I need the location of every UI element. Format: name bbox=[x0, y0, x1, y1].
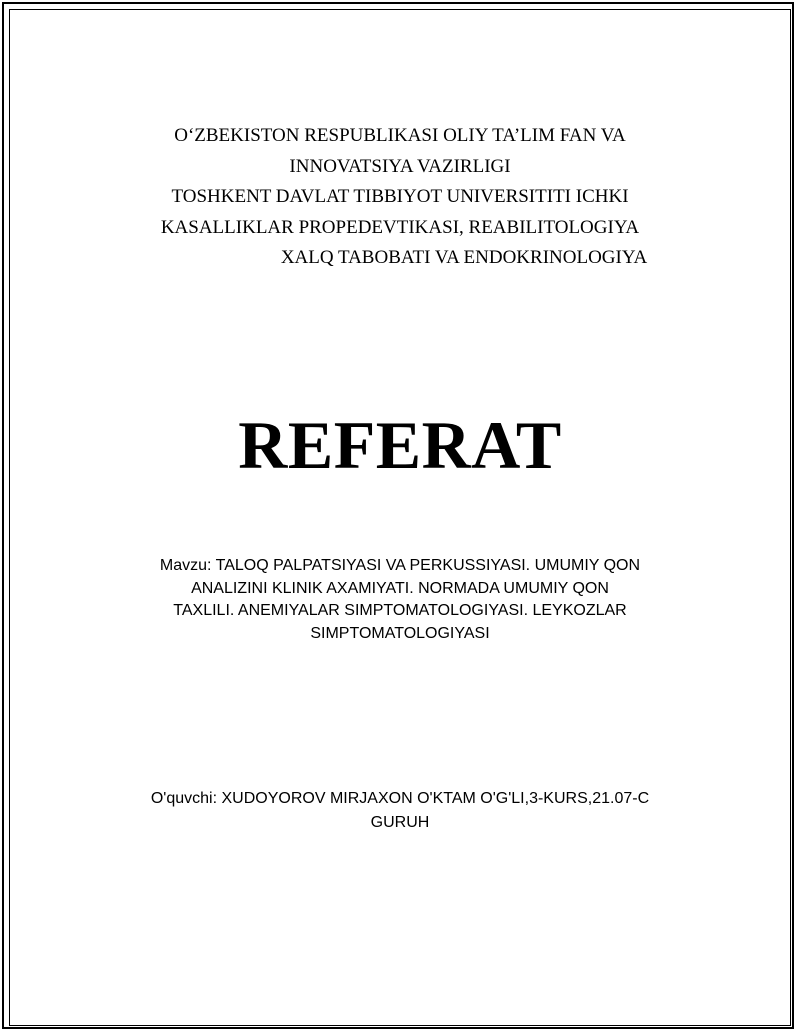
student-section bbox=[0, 787, 800, 835]
topic-line: SIMPTOMATOLOGIYASI bbox=[310, 624, 490, 642]
header-line: INNOVATSIYA VAZIRLIGI bbox=[289, 155, 511, 177]
student-line: O'quvchi: XUDOYOROV MIRJAXON O'KTAM O'G'LI,3-KURS,21.07-C bbox=[150, 790, 650, 807]
topic-line: ANALIZINI KLINIK AXAMIYATI. NORMADA UMUMIY QON bbox=[191, 579, 609, 597]
topic-line: TAXLILI. ANEMIYALAR SIMPTOMATOLOGIYASI. LEYKOZLAR bbox=[173, 602, 627, 619]
institution-header bbox=[0, 121, 800, 274]
topic-section bbox=[0, 555, 800, 645]
header-line: TOSHKENT DAVLAT TIBBIYOT UNIVERSITITI ICHKI bbox=[171, 186, 629, 207]
topic-line: Mavzu: TALOQ PALPATSIYASI VA PERKUSSIYASI. UMUMIY QON bbox=[159, 557, 641, 574]
student-line: GURUH bbox=[370, 814, 430, 831]
header-line: KASALLIKLAR PROPEDEVTIKASI, REABILITOLOGIYA bbox=[160, 216, 640, 238]
header-line: O‘ZBEKISTON RESPUBLIKASI OLIY TA’LIM FAN VA bbox=[174, 125, 626, 146]
header-line: XALQ TABOBATI VA ENDOKRINOLOGIYA bbox=[280, 247, 648, 268]
document-title: REFERAT bbox=[238, 407, 562, 483]
